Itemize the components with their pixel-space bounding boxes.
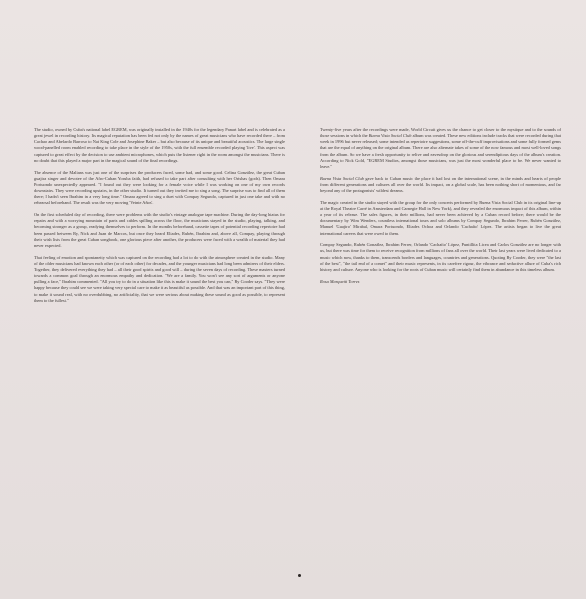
page-dot-mark xyxy=(298,574,301,577)
paragraph-studio-history: The studio, owned by Cuba's national label EGREM, was originally installed in the 1940s for the legendary Panart label and is celebrated as a great jewel in recording history. Its magical reputation has been fed not only by the names of great musicians who have recorded there – from Cachao and Abelardo Barroso to Nat King Cole and Josephine Baker – but also because of its unique and beautiful acoustics. The large single wood-panelled room enabled recording to take place in the style of the 1950s, with the full ensemble recorded playing 'live'. This aspect was captured to great effect by the decision to use ambient microphones, which puts the listener right in the room amongst the musicians. There is no doubt that this played a major part in the magical sound of the final recordings. xyxy=(34,127,285,163)
paragraph-anniversary-end: album was created. These new editions include tracks that were recorded during that week in 1996 but never released; some intended as repertoire suggestions, some off-the-cuff improvisations and some fully formed gems that are the equal of anything on the original album. There are also alternate takes of some of the now famous and most well-loved songs from the album. So we have a fresh opportunity to relive and eavesdrop on the glorious and serendipitous days of the album's creation. According to Nick Gold, "EGREM Studios, amongst those musicians, was just the most wonderful place to be. We never wanted to leave." xyxy=(320,133,561,169)
album-title: Buena Vista Social Club xyxy=(320,175,364,181)
author-signature: Rosa Marquetti Torres xyxy=(320,278,360,284)
paragraph-concerts: The magic created in the studio stayed with the group for the only concerts performed by Buena Vista Social Club in its original line-up at the Royal Theatre Carré in Amsterdam and Carnegie Hall in New York), and they revealed the enormous impact of this album, within a year of its release. The sales figures, in their millions, had never been achieved by a Cuban record before; there would be the documentary by Wim Wenders, countless international tours and solo albums by Compay Segundo, Ibrahim Ferrer, Rubén González, Manuel 'Guajiro' Mirabal, Omara Portuondo, Eliades Ochoa and Orlando 'Cachaíto' López. The artists began to live the great international careers that were owed to them. xyxy=(320,199,561,236)
right-text-column xyxy=(320,127,561,290)
album-title: Buena Vista Social Club xyxy=(368,133,412,139)
paragraph-anniversary-start: Twenty-five years after the recordings were made, World Circuit gives us the chance to get closer to the mystique and to the sounds of those sessions in which the xyxy=(320,127,561,139)
left-text-column xyxy=(34,127,285,309)
paragraph-first-day: On the first scheduled day of recording, there were problems with the studio's vintage analogue tape machine. During the day-long hiatus for repairs and with a worrying mountain of parts and cables spilling across the floor, the musicians stayed in the studio, playing, talking, and becoming stronger as a group, readying themselves to perform. In the months beforehand, cassette tapes of potential recording repertoire had been passed between Ry, Nick and Juan de Marcos, but once they heard Eliades, Rubén, Ibrahim and, above all, Compay, playing through their wish lists from the great Cuban songbook, one glorious piece after another, the producers were faced with a wealth of material they had never expected. xyxy=(34,212,285,248)
paragraph-impact xyxy=(320,176,561,194)
paragraph-legacy: Compay Segundo, Rubén González, Ibrahim Ferrer, Orlando 'Cachaíto' López, Puntillita Licea and Carlos González are no longer with us, but there was time for them to receive recognition from millions of fans all over the world. Their last years were lived dedicated to a music which now, thanks to them, transcends borders and languages, countries and generations. Quoting Ry Cooder, they were "the last of the best", "the tail end of a comet" and their music represents, in its carefree rigour, the vibrance and seductive allure of Cuba's rich history and culture. Anyone who is looking for the roots of Cuban music will certainly find them in abundance in this timeless album. xyxy=(320,242,561,272)
paragraph-surprises: The absence of the Malians was just one of the surprises the producers faced, some bad, and some good. Celina González, the great Cuban guajira singer and devotee of the Afro-Cuban Yoruba faith, had refused to take part after consulting with her Orishas (gods). Then Omara Portuondo unexpectedly appeared. "I found out they were looking for a female voice while I was working on one of my own records downstairs. They were recording upstairs, in the other studio. It turned out they invited me to sing a song. The surprise was to find all of them there; I hadn't seen Ibrahim in a very long time." Omara agreed to sing a duet with Compay Segundo, captured in just one take and with no rehearsal beforehand. The result was the very moving 'Veinte Años'. xyxy=(34,169,285,206)
paragraph-impact-text: gave back to Cuban music the place it had lost on the international scene, in the minds and hearts of people from different generations and cultures all over the world. Its impact, on a global scale, has been nothing short of momentous, and far beyond any of the protagonists' wildest dreams. xyxy=(320,175,561,193)
paragraph-anniversary xyxy=(320,127,561,170)
paragraph-emotion: That feeling of emotion and spontaneity which was captured on the recording had a lot to do with the atmosphere created in the studio. Many of the older musicians had known each other (or of each other) for decades, and the younger musicians had long been admirers of their elders. Together, they delivered everything they had – all their good spirits and good will – during the seven days of recording. These masters turned towards a common goal through an enormous empathy and dedication. "We are a family. You won't see any sort of arguments or anyone pulling a face," Ibrahim commented. "All you try to do in a situation like this is make it sound the best you can," Ry Cooder says. "They were happy because they could see we were taking very special care to make it as beautiful as possible. And that was an important part of this thing, to make it sound real, with no overdubbing, no artificiality, that we were serious about making these sound as good as possible, to represent them to the fullest." xyxy=(34,254,285,303)
